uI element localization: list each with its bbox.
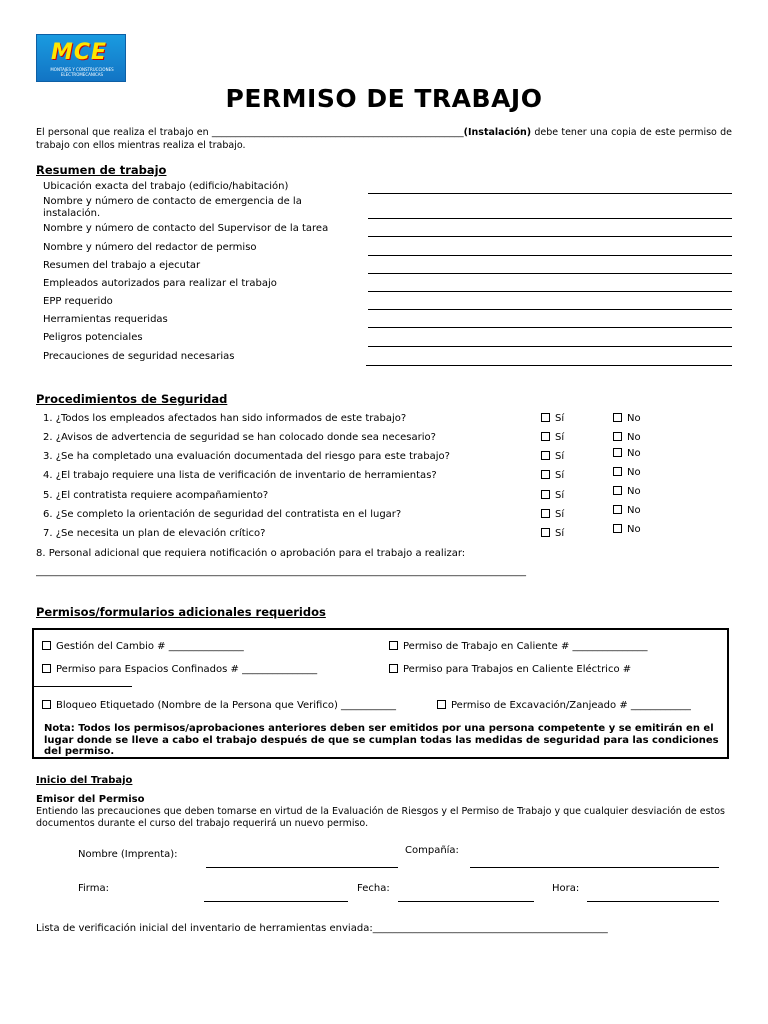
summary-field-label: EPP requerido [43, 296, 113, 307]
question-text: 4. ¿El trabajo requiere una lista de verificación de inventario de herramientas? [43, 470, 437, 481]
yes-option[interactable] [541, 509, 564, 521]
tool-checklist-line [36, 923, 608, 935]
permit-checkbox[interactable] [42, 664, 51, 673]
yes-checkbox[interactable] [541, 528, 550, 537]
question-text: 3. ¿Se ha completado una evaluación documentada del riesgo para este trabajo? [43, 451, 450, 462]
summary-field-line[interactable] [368, 346, 732, 347]
date-field[interactable] [398, 901, 534, 902]
summary-field-line[interactable] [368, 255, 732, 256]
no-checkbox[interactable] [613, 432, 622, 441]
yes-checkbox[interactable] [541, 451, 550, 460]
permit-checkbox[interactable] [437, 700, 446, 709]
question-8-blank[interactable]: __________________________________________________________________________________________________ [36, 566, 526, 577]
no-checkbox[interactable] [613, 505, 622, 514]
yes-label: Sí [555, 490, 565, 501]
permit-checkbox[interactable] [389, 641, 398, 650]
yes-label: Sí [555, 528, 565, 539]
permit-label: Gestión del Cambio # _______________ [56, 641, 244, 652]
name-field[interactable] [206, 867, 398, 868]
tool-checklist-label: Lista de verificación inicial del inventario de herramientas enviada: [36, 923, 373, 934]
yes-label: Sí [555, 413, 565, 424]
question-8-text: 8. Personal adicional que requiera notificación o aprobación para el trabajo a realizar: [36, 548, 466, 559]
time-label: Hora: [552, 883, 580, 894]
summary-field-line[interactable] [368, 291, 732, 292]
no-option[interactable] [613, 505, 641, 517]
time-field[interactable] [587, 901, 719, 902]
intro-before: El personal que realiza el trabajo en [36, 127, 212, 138]
summary-field-line[interactable] [368, 193, 732, 194]
summary-field-label: Nombre y número de contacto de emergencia de la instalación. [43, 196, 302, 219]
intro-installation: (Instalación) [463, 127, 532, 138]
start-heading: Inicio del Trabajo [36, 775, 133, 786]
summary-field-line[interactable] [368, 273, 732, 274]
electrical-permit-blank[interactable] [34, 686, 132, 687]
company-field[interactable] [470, 867, 719, 868]
issuer-statement: Entiendo las precauciones que deben tomarse en virtud de la Evaluación de Riesgos y el Permiso de Trabajo y que cualquier desviación de estos documentos durante el curso del trabajo requerirá un nuevo permiso. [36, 806, 726, 829]
question-text: 7. ¿Se necesita un plan de elevación crítico? [43, 528, 266, 539]
permit-option-electrical-hot-work[interactable] [389, 664, 631, 676]
permit-label: Bloqueo Etiquetado (Nombre de la Persona que Verifico) ___________ [56, 700, 397, 711]
no-checkbox[interactable] [613, 524, 622, 533]
yes-option[interactable] [541, 528, 564, 540]
yes-label: Sí [555, 509, 565, 520]
signature-label: Firma: [78, 883, 109, 894]
yes-checkbox[interactable] [541, 432, 550, 441]
no-label: No [627, 486, 641, 497]
no-checkbox[interactable] [613, 486, 622, 495]
permit-checkbox[interactable] [42, 700, 51, 709]
yes-option[interactable] [541, 413, 564, 425]
procedures-heading: Procedimientos de Seguridad [36, 392, 228, 406]
permits-note: Nota: Todos los permisos/aprobaciones anteriores deben ser emitidos por una persona competente y se emitirán en el lugar donde se lleve a cabo el trabajo después de que se cumplan todas las medidas de seguridad para las condiciones del permiso. [44, 723, 719, 757]
question-text: 5. ¿El contratista requiere acompañamiento? [43, 490, 269, 501]
yes-checkbox[interactable] [541, 490, 550, 499]
summary-field-label: Resumen del trabajo a ejecutar [43, 260, 201, 271]
permit-label: Permiso para Trabajos en Caliente Eléctrico # [403, 664, 632, 675]
permit-label: Permiso de Excavación/Zanjeado # ____________ [451, 700, 691, 711]
yes-option[interactable] [541, 451, 564, 463]
yes-checkbox[interactable] [541, 413, 550, 422]
permit-label: Permiso para Espacios Confinados # _______________ [56, 664, 318, 675]
question-text: 1. ¿Todos los empleados afectados han sido informados de este trabajo? [43, 413, 407, 424]
permit-option-excavation[interactable] [437, 700, 691, 712]
summary-field-line[interactable] [368, 327, 732, 328]
yes-label: Sí [555, 451, 565, 462]
signature-field[interactable] [204, 901, 348, 902]
no-label: No [627, 505, 641, 516]
tool-checklist-blank[interactable]: _______________________________________________ [372, 923, 608, 934]
date-label: Fecha: [357, 883, 390, 894]
installation-blank[interactable]: _____________________________________________________ [211, 127, 464, 138]
page-title: PERMISO DE TRABAJO [225, 84, 543, 113]
no-label: No [627, 432, 641, 443]
permit-option-hot-work[interactable] [389, 641, 648, 653]
summary-field-label: Nombre y número de contacto del Supervisor de la tarea [43, 223, 329, 234]
issuer-heading: Emisor del Permiso [36, 794, 145, 805]
yes-label: Sí [555, 470, 565, 481]
summary-field-label: Nombre y número del redactor de permiso [43, 242, 257, 253]
no-option[interactable] [613, 486, 641, 498]
permit-label: Permiso de Trabajo en Caliente # _______________ [403, 641, 648, 652]
no-label: No [627, 467, 641, 478]
yes-option[interactable] [541, 470, 564, 482]
intro-paragraph [36, 126, 732, 152]
summary-heading: Resumen de trabajo [36, 163, 167, 177]
yes-option[interactable] [541, 432, 564, 444]
company-logo [36, 34, 126, 82]
no-option[interactable] [613, 524, 641, 536]
yes-checkbox[interactable] [541, 509, 550, 518]
name-label: Nombre (Imprenta): [78, 849, 178, 860]
no-checkbox[interactable] [613, 467, 622, 476]
summary-field-label: Herramientas requeridas [43, 314, 168, 325]
permit-option-change-management[interactable] [42, 641, 244, 653]
no-label: No [627, 524, 641, 535]
permit-checkbox[interactable] [389, 664, 398, 673]
no-label: No [627, 413, 641, 424]
question-text: 6. ¿Se completo la orientación de seguridad del contratista en el lugar? [43, 509, 402, 520]
summary-field-line[interactable] [368, 218, 732, 219]
summary-field-label: Precauciones de seguridad necesarias [43, 351, 235, 362]
summary-field-label: Empleados autorizados para realizar el trabajo [43, 278, 277, 289]
logo-subtitle: MONTAJES Y CONSTRUCCIONES ELECTROMECANICAS [50, 67, 114, 77]
yes-checkbox[interactable] [541, 470, 550, 479]
permit-option-confined-spaces[interactable] [42, 664, 317, 676]
intro-after: debe tener una copia de este permiso de trabajo con ellos mientras realiza el trabajo. [36, 127, 732, 151]
yes-option[interactable] [541, 490, 564, 502]
summary-field-label: Ubicación exacta del trabajo (edificio/habitación) [43, 181, 289, 192]
company-label: Compañía: [405, 845, 459, 856]
no-option[interactable] [613, 467, 641, 479]
summary-field-line[interactable] [368, 236, 732, 237]
summary-field-label: Peligros potenciales [43, 332, 143, 343]
yes-label: Sí [555, 432, 565, 443]
permits-heading: Permisos/formularios adicionales requeridos [36, 605, 326, 619]
no-label: No [627, 448, 641, 459]
permit-option-lockout-tagout[interactable] [42, 700, 396, 712]
summary-field-line[interactable] [366, 365, 732, 366]
no-option[interactable] [613, 413, 641, 425]
no-checkbox[interactable] [613, 448, 622, 457]
summary-field-line[interactable] [368, 309, 732, 310]
no-option[interactable] [613, 448, 641, 460]
logo-text: MCE [51, 40, 108, 65]
no-option[interactable] [613, 432, 641, 444]
no-checkbox[interactable] [613, 413, 622, 422]
permit-checkbox[interactable] [42, 641, 51, 650]
question-text: 2. ¿Avisos de advertencia de seguridad se han colocado donde sea necesario? [43, 432, 436, 443]
